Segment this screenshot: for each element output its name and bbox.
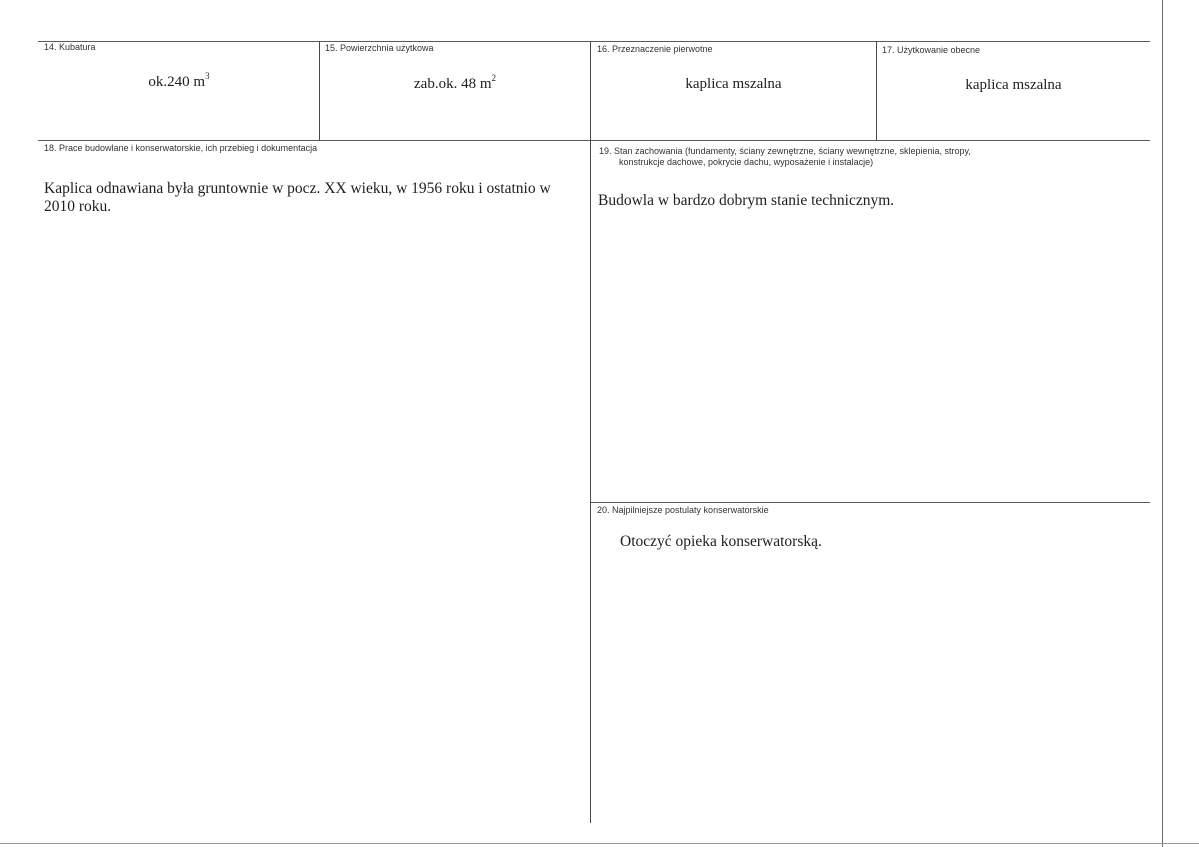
field20-top-border [590,502,1150,503]
kubatura-number: ok.240 m [148,74,206,90]
page-bottom-edge [0,843,1199,844]
field-przeznaczenie-value: kaplica mszalna [685,76,782,92]
field-prace-text: Kaplica odnawiana była gruntownie w pocz. XX wieku, w 1956 roku i ostatnio w 2010 roku. [44,180,551,215]
field-postulaty-label: 20. Najpilniejsze postulaty konserwatorskie [597,505,769,515]
row1-top-border [38,41,1150,42]
page-right-edge [1162,0,1163,847]
field-powierzchnia-value [320,73,590,93]
field-stan-label-line1: 19. Stan zachowania (fundamenty, ściany zewnętrzne, ściany wewnętrzne, sklepienia, stropy, [599,146,971,156]
divider-center [590,41,591,823]
field-uzytkowanie-label: 17. Użytkowanie obecne [882,45,981,55]
powierzchnia-number: zab.ok. 48 m [414,76,492,92]
field-uzytkowanie-value: kaplica mszalna [965,77,1062,93]
field-kubatura-label: 14. Kubatura [44,42,96,52]
row2-top-border [38,140,1150,141]
powierzchnia-unit-exponent: 2 [491,73,496,83]
kubatura-unit-exponent: 3 [205,71,210,81]
field-kubatura-value [40,71,318,91]
field-powierzchnia-label: 15. Powierzchnia użytkowa [325,43,434,53]
field-przeznaczenie-label: 16. Przeznaczenie pierwotne [597,44,713,54]
field-stan-text: Budowla w bardzo dobrym stanie technicznym. [598,192,895,209]
field-prace-label: 18. Prace budowlane i konserwatorskie, ich przebieg i dokumentacja [44,143,318,153]
field-postulaty-text: Otoczyć opieka konserwatorską. [620,533,822,550]
field-stan-label-line2: konstrukcje dachowe, pokrycie dachu, wyposażenie i instalacje) [619,157,874,167]
